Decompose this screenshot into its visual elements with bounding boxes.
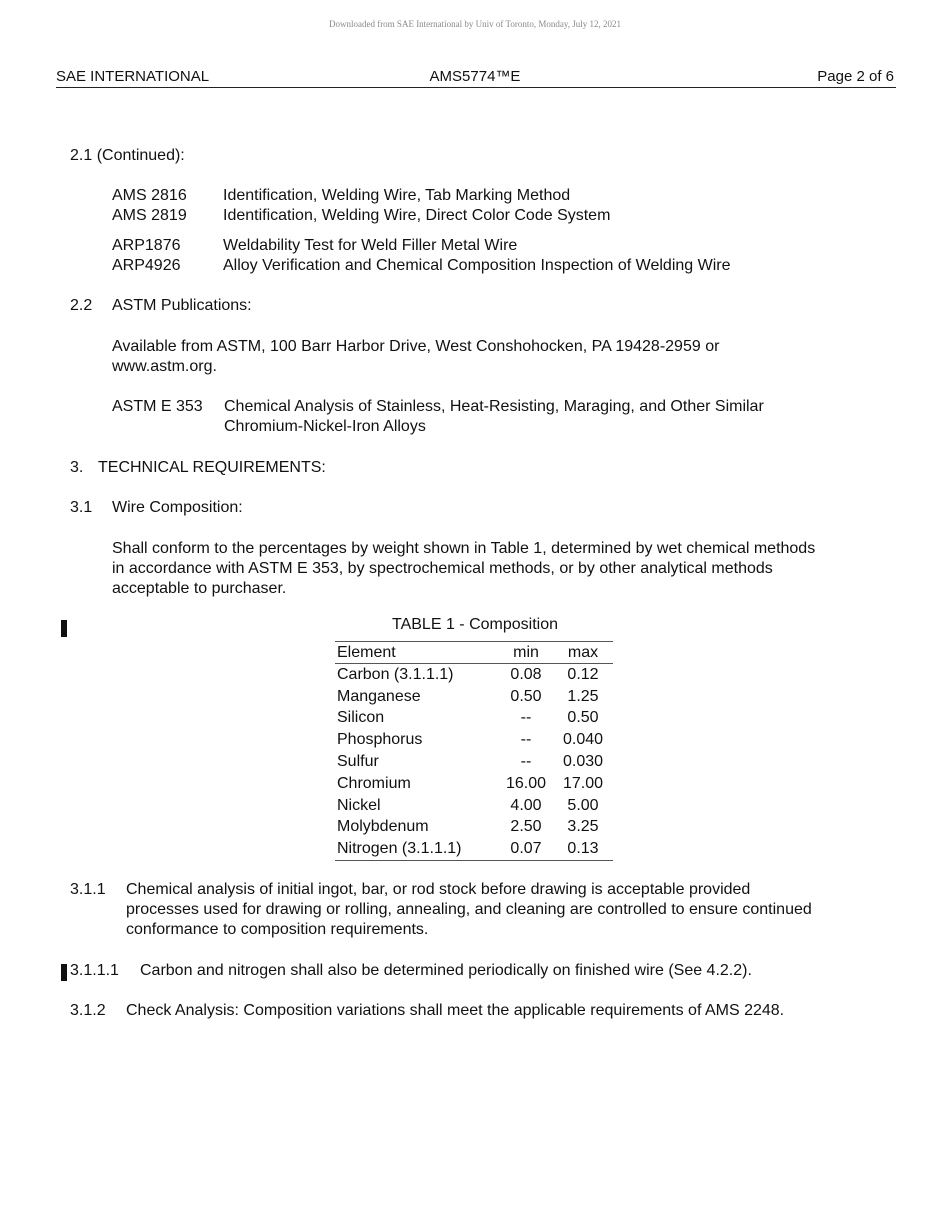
section-3-1-number: 3.1: [70, 499, 93, 516]
cell-min: 0.08: [510, 665, 542, 683]
astm-availability-line-2: www.astm.org.: [112, 358, 217, 375]
section-3-number: 3.: [70, 459, 84, 476]
section-3-title: TECHNICAL REQUIREMENTS:: [98, 459, 326, 476]
table-row: [335, 795, 613, 817]
cell-element: Sulfur: [337, 753, 379, 771]
table-row: [335, 838, 613, 860]
cell-max: 1.25: [567, 687, 599, 705]
table-row: [335, 729, 613, 751]
header-rule: [56, 87, 896, 88]
table-row: [335, 773, 613, 795]
section-3-1-para-line-2: in accordance with ASTM E 353, by spectrochemical methods, or by other analytical methods: [112, 560, 773, 577]
ref-code-astm-e353: ASTM E 353: [112, 398, 203, 415]
cell-max: 0.12: [567, 665, 599, 683]
cell-element: Chromium: [337, 774, 411, 792]
ref-title-ams2819: Identification, Welding Wire, Direct Color Code System: [223, 207, 611, 224]
cell-element: Manganese: [337, 687, 421, 705]
section-2-1-heading: 2.1 (Continued):: [70, 147, 185, 164]
composition-table: [335, 641, 613, 861]
section-3-1-1-line-3: conformance to composition requirements.: [126, 921, 429, 938]
cell-element: Silicon: [337, 709, 385, 727]
cell-min: --: [520, 709, 532, 727]
section-3-1-1-1-number: 3.1.1.1: [70, 962, 119, 979]
cell-element: Phosphorus: [337, 731, 423, 749]
header-page-number: Page 2 of 6: [817, 68, 894, 85]
cell-max: 5.00: [567, 796, 599, 814]
revision-change-bar: [61, 620, 67, 637]
section-3-1-1-number: 3.1.1: [70, 881, 106, 898]
table-header-row: [335, 642, 613, 664]
table-row: [335, 751, 613, 773]
section-3-1-1-1-text: Carbon and nitrogen shall also be determined periodically on finished wire (See 4.2.2).: [140, 962, 752, 979]
cell-max: 17.00: [562, 774, 604, 792]
cell-element: Nickel: [337, 796, 381, 814]
download-notice: Downloaded from SAE International by Univ of Toronto, Monday, July 12, 2021: [328, 19, 622, 29]
column-header-min: min: [499, 642, 553, 664]
astm-availability-line-1: Available from ASTM, 100 Barr Harbor Drive, West Conshohocken, PA 19428-2959 or: [112, 338, 720, 355]
ref-title-arp4926: Alloy Verification and Chemical Composition Inspection of Welding Wire: [223, 257, 731, 274]
header-doc-id: AMS5774™E: [429, 68, 521, 85]
section-3-1-title: Wire Composition:: [112, 499, 243, 516]
ref-code-ams2819: AMS 2819: [112, 207, 187, 224]
ref-title-astm-e353-line-1: Chemical Analysis of Stainless, Heat-Resisting, Maraging, and Other Similar: [224, 398, 764, 415]
table-1-title: TABLE 1 - Composition: [392, 616, 558, 633]
column-header-element: Element: [335, 642, 499, 664]
ref-title-ams2816: Identification, Welding Wire, Tab Marking Method: [223, 187, 571, 204]
section-2-2-number: 2.2: [70, 297, 93, 314]
cell-min: --: [520, 731, 532, 749]
table-row: [335, 708, 613, 730]
ref-code-ams2816: AMS 2816: [112, 187, 187, 204]
section-3-1-2-text: Check Analysis: Composition variations shall meet the applicable requirements of AMS 2248.: [126, 1002, 785, 1019]
section-3-1-para-line-3: acceptable to purchaser.: [112, 580, 287, 597]
cell-max: 0.13: [567, 840, 599, 858]
cell-min: 4.00: [510, 796, 542, 814]
cell-min: 0.07: [510, 840, 542, 858]
cell-element: Carbon (3.1.1.1): [337, 665, 454, 683]
revision-change-bar: [61, 964, 67, 981]
ref-code-arp4926: ARP4926: [112, 257, 181, 274]
cell-max: 3.25: [567, 818, 599, 836]
section-2-2-title: ASTM Publications:: [112, 297, 252, 314]
cell-element: Nitrogen (3.1.1.1): [337, 840, 462, 858]
cell-max: 0.030: [562, 753, 604, 771]
table-row: [335, 664, 613, 686]
cell-element: Molybdenum: [337, 818, 429, 836]
cell-min: 2.50: [510, 818, 542, 836]
cell-min: 0.50: [510, 687, 542, 705]
cell-min: --: [520, 753, 532, 771]
header-org: SAE INTERNATIONAL: [56, 68, 210, 85]
ref-code-arp1876: ARP1876: [112, 237, 181, 254]
ref-title-arp1876: Weldability Test for Weld Filler Metal Wire: [223, 237, 518, 254]
section-3-1-1-line-2: processes used for drawing or rolling, annealing, and cleaning are controlled to ensure continued: [126, 901, 812, 918]
cell-max: 0.040: [562, 731, 604, 749]
cell-max: 0.50: [567, 709, 599, 727]
ref-title-astm-e353-line-2: Chromium-Nickel-Iron Alloys: [224, 418, 426, 435]
section-3-1-para-line-1: Shall conform to the percentages by weight shown in Table 1, determined by wet chemical methods: [112, 540, 816, 557]
table-row: [335, 817, 613, 839]
cell-min: 16.00: [505, 774, 547, 792]
section-3-1-2-number: 3.1.2: [70, 1002, 106, 1019]
section-3-1-1-line-1: Chemical analysis of initial ingot, bar, or rod stock before drawing is acceptable provided: [126, 881, 751, 898]
table-row: [335, 686, 613, 708]
column-header-max: max: [553, 642, 613, 664]
